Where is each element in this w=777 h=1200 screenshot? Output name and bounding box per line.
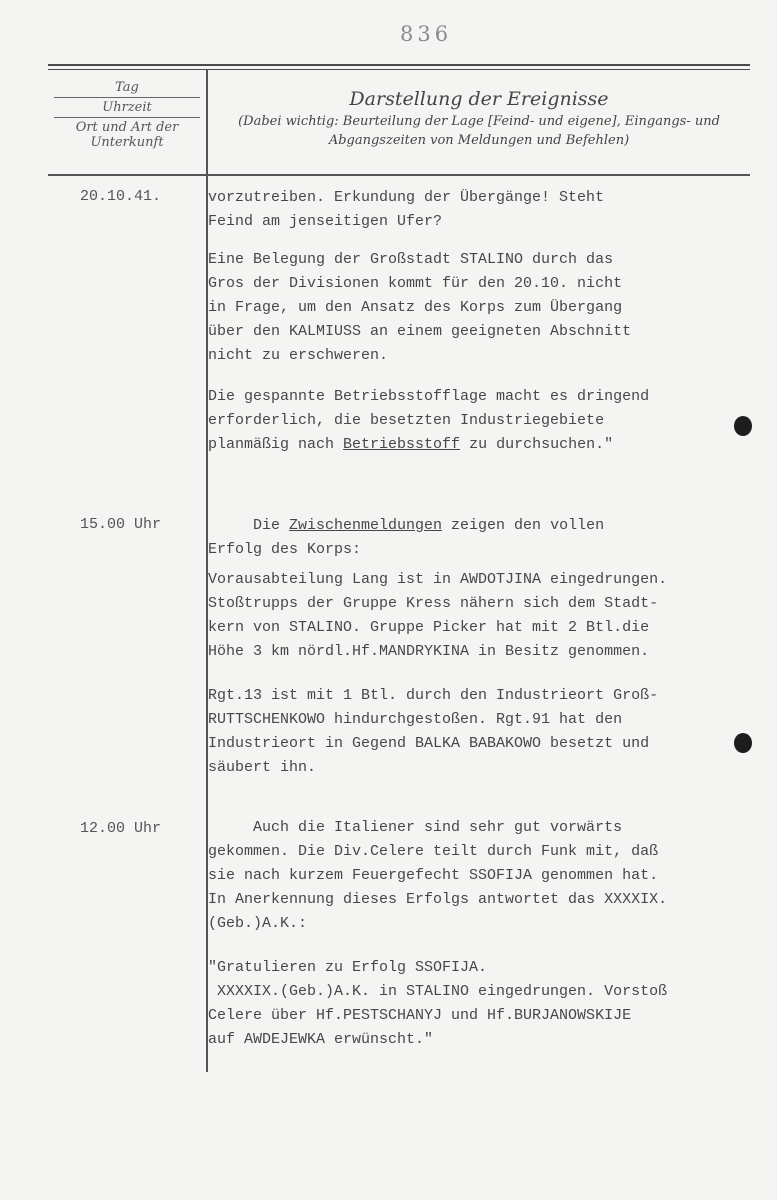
text-line: Erfolg des Korps: <box>208 541 362 558</box>
text-line: sie nach kurzem Feuergefecht SSOFIJA genommen hat. <box>208 867 659 884</box>
entry-2-paragraph-2 <box>208 568 728 664</box>
text-line: Auch die Italiener sind sehr gut vorwärts <box>208 819 623 836</box>
text-line: (Geb.)A.K.: <box>208 915 308 932</box>
header-right-column <box>208 88 750 150</box>
text-line: in Frage, um den Ansatz des Korps zum Übergang <box>208 299 623 316</box>
text-line: über den KALMIUSS an einem geeigneten Abschnitt <box>208 323 632 340</box>
text-line: "Gratulieren zu Erfolg SSOFIJA. <box>208 959 488 976</box>
text-line: In Anerkennung dieses Erfolgs antwortet das XXXXIX. <box>208 891 668 908</box>
entry-2-paragraph-3 <box>208 684 728 780</box>
text-line: Höhe 3 km nördl.Hf.MANDRYKINA in Besitz genommen. <box>208 643 650 660</box>
text-line: Rgt.13 ist mit 1 Btl. durch den Industrieort Groß- <box>208 687 659 704</box>
entry-date: 20.10.41. <box>80 188 162 205</box>
entry-1-paragraph-1 <box>208 186 728 234</box>
underlined-text: Betriebsstoff <box>343 436 461 453</box>
header-time: Uhrzeit <box>54 98 200 118</box>
header-subtitle-line-1: (Dabei wichtig: Beurteilung der Lage [Feind- und eigene], Eingangs- und <box>238 114 720 129</box>
page-number: 836 <box>400 22 453 46</box>
text-line: kern von STALINO. Gruppe Picker hat mit 2 Btl.die <box>208 619 650 636</box>
text-line: Industrieort in Gegend BALKA BABAKOWO besetzt und <box>208 735 650 752</box>
header-subtitle-line-2: Abgangszeiten von Meldungen und Befehlen) <box>328 133 630 148</box>
entry-1-paragraph-3 <box>208 385 728 457</box>
underlined-text: Zwischenmeldungen <box>289 517 443 534</box>
punch-hole <box>734 733 752 753</box>
text-line: RUTTSCHENKOWO hindurchgestoßen. Rgt.91 hat den <box>208 711 623 728</box>
text-line: Vorausabteilung Lang ist in AWDOTJINA eingedrungen. <box>208 571 668 588</box>
top-rule <box>48 64 750 66</box>
top-rule-thin <box>48 69 750 70</box>
entry-time: 12.00 Uhr <box>80 820 162 837</box>
text-line: vorzutreiben. Erkundung der Übergänge! Steht <box>208 189 605 206</box>
header-day: Tag <box>54 78 200 98</box>
header-left-column <box>48 78 206 152</box>
text-line: säubert ihn. <box>208 759 317 776</box>
entry-1-paragraph-2 <box>208 248 728 368</box>
text-line: gekommen. Die Div.Celere teilt durch Funk mit, daß <box>208 843 659 860</box>
header-title: Darstellung der Ereignisse <box>349 88 609 110</box>
text-line: Eine Belegung der Großstadt STALINO durch das <box>208 251 614 268</box>
header-place: Ort und Art der Unterkunft <box>75 120 179 150</box>
text-pre: planmäßig nach <box>208 436 344 453</box>
text-line: Feind am jenseitigen Ufer? <box>208 213 443 230</box>
text-post: zeigen den vollen <box>442 517 605 534</box>
text-line: Celere über Hf.PESTSCHANYJ und Hf.BURJANOWSKIJE <box>208 1007 632 1024</box>
text-line: erforderlich, die besetzten Industriegebiete <box>208 412 605 429</box>
text-line: Stoßtrupps der Gruppe Kress nähern sich dem Stadt- <box>208 595 659 612</box>
text-line: Gros der Divisionen kommt für den 20.10. nicht <box>208 275 623 292</box>
entry-3-paragraph-2 <box>208 956 728 1052</box>
header-divider <box>48 174 750 176</box>
entry-2-paragraph-1 <box>208 514 728 562</box>
text-line: auf AWDEJEWKA erwünscht." <box>208 1031 434 1048</box>
punch-hole <box>734 416 752 436</box>
text-post: zu durchsuchen." <box>460 436 614 453</box>
entry-3-paragraph-1 <box>208 816 728 936</box>
text-line: nicht zu erschweren. <box>208 347 389 364</box>
entry-time: 15.00 Uhr <box>80 516 162 533</box>
text-pre: Die <box>208 517 290 534</box>
text-line: Die gespannte Betriebsstofflage macht es dringend <box>208 388 650 405</box>
text-line: XXXXIX.(Geb.)A.K. in STALINO eingedrungen. Vorstoß <box>208 983 668 1000</box>
